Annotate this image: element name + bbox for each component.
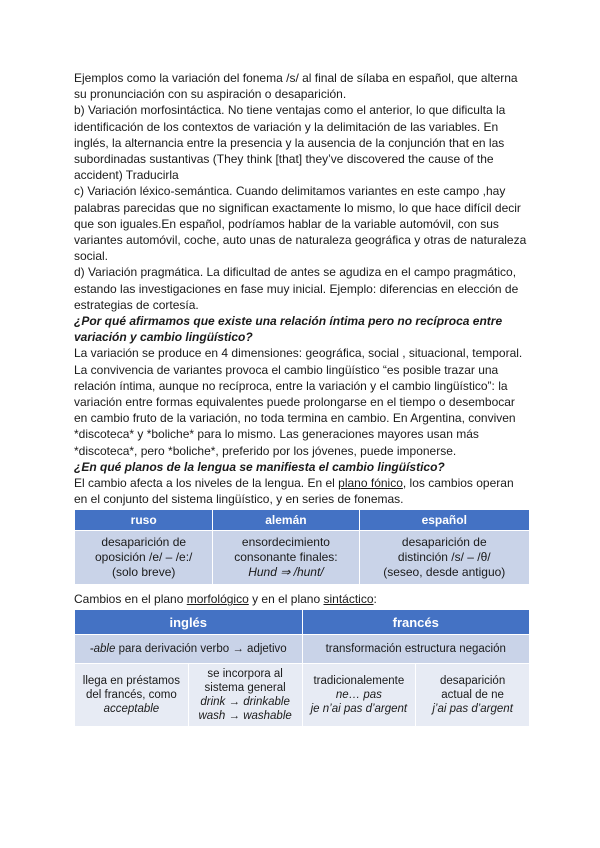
caption-before: Cambios en el plano: [74, 592, 187, 607]
table2-cell-current: [416, 664, 530, 727]
morph-synt-changes-table: [74, 609, 530, 727]
cell-line: (solo breve): [112, 565, 176, 580]
cell-line: desaparición de: [401, 535, 487, 550]
cell-line: actual de ne: [441, 689, 504, 702]
table1-header-ruso: ruso: [75, 510, 213, 531]
cell-line: ne… pas: [335, 689, 382, 702]
table2-cell-able: [75, 635, 303, 664]
question-variation-change: ¿Por qué afirmamos que existe una relación íntima pero no recíproca entre variación y cambio lingüístico?: [74, 314, 503, 345]
table2-row-1: [75, 635, 530, 664]
cell-line: distinción /s/ – /θ/: [397, 550, 491, 565]
document-page: [74, 70, 530, 727]
able-suffix: -able: [89, 643, 116, 656]
paragraph-lexical-semantic: c) Variación léxico-semántica. Cuando delimitamos variantes en este campo ,hay palabras parecidas que no significan exactamente lo mismo, lo que hace difícil decir que son iguales.En español, podríamos hablar de la variable automóvil, con sus variantes automóvil, coche, auto unas de naturaleza geográfica y otras de naturaleza social.: [74, 184, 527, 264]
table2-header-row: [75, 610, 530, 635]
paragraph-morphosyntactic: b) Variación morfosintáctica. No tiene ventajas como el anterior, lo que dificulta la identificación de los contextos de variación y la delimitación de las variables. En inglés, la alternancia entre la presencia y la ausencia de la conjunción that en las subordinadas sustantivas (They think [that] they’ve discovered the cause of the accident) Traducirla: [74, 103, 506, 183]
cell-line: j’ai pas d’argent: [432, 703, 513, 716]
answer-language-planes: [74, 475, 530, 507]
plano-fonico-link: plano fónico: [338, 476, 403, 491]
caption-middle: y en el plano: [248, 592, 324, 607]
cell-line: desaparición de: [101, 535, 187, 550]
table2-cell-negation: transformación estructura negación: [302, 635, 530, 664]
question-language-planes: ¿En qué planos de la lengua se manifiesta el cambio lingüístico?: [74, 459, 445, 474]
answer2-after: , los cambios operan en el conjunto del sistema lingüístico, y en series de fonemas.: [74, 476, 514, 507]
table1-cell-aleman: [213, 531, 359, 585]
cell-line: tradicionalemente: [313, 675, 405, 688]
cell-line: ensordecimiento: [241, 535, 330, 550]
paragraph-phonetic-example: Ejemplos como la variación del fonema /s/ al final de sílaba en español, que alterna su pronunciación con su aspiración o desaparición.: [74, 71, 518, 102]
sintactico-link: sintáctico: [323, 592, 374, 607]
table2-cell-traditional: [302, 664, 416, 727]
cell-line: drink → drinkable: [200, 696, 290, 709]
cell-line: wash → washable: [198, 710, 292, 723]
answer-variation-change: La variación se produce en 4 dimensiones: geográfica, social , situacional, temporal. La convivencia de variantes provoca el cambio lingüístico “es posible trazar una relación íntima, aunque no recíproca, entre la variación y el cambio lingüístico”: la variación entre formas equivalentes puede prolongarse en el tiempo o desembocar en cambio fruto de la variación, no toda termina en cambio. En Argentina, conviven *discoteca* y *boliche* para lo mismo. Las generaciones mayores usan más *discoteca*, pero *boliche*, preferido por los jóvenes, puede imponerse.: [74, 346, 523, 458]
able-description: para derivación verbo → adjetivo: [115, 643, 287, 656]
morfologico-link: morfológico: [186, 592, 249, 607]
answer2-before: El cambio afecta a los niveles de la lengua. En el: [74, 476, 339, 491]
cell-line: (seseo, desde antiguo): [383, 565, 506, 580]
cell-line: desaparición: [440, 675, 506, 688]
table1-header-espanol: español: [359, 510, 529, 531]
table2-row-2: [75, 664, 530, 727]
phonetic-changes-table: [74, 509, 530, 585]
table2-header-ingles: inglés: [75, 610, 303, 635]
cell-line: sistema general: [204, 682, 286, 695]
cell-line: del francés, como: [85, 689, 177, 702]
table2-cell-loan: [75, 664, 189, 727]
cell-line: acceptable: [103, 703, 160, 716]
cell-line: se incorpora al: [207, 668, 283, 681]
cell-line: Hund ⇒ /hunt/: [248, 565, 324, 580]
table1-row: [75, 531, 530, 585]
table2-cell-general-system: [188, 664, 302, 727]
paragraph-pragmatic: d) Variación pragmática. La dificultad de antes se agudiza en el campo pragmático, estando las investigaciones en fase muy inicial. Ejemplo: diferencias en elección de estrategias de cortesía.: [74, 265, 519, 312]
cell-line: oposición /e/ – /e:/: [94, 550, 193, 565]
table2-header-frances: francés: [302, 610, 530, 635]
cell-line: llega en préstamos: [82, 675, 180, 688]
cell-line: consonante finales:: [234, 550, 338, 565]
table1-cell-espanol: [359, 531, 529, 585]
cell-line: je n’ai pas d’argent: [310, 703, 408, 716]
table1-header-aleman: alemán: [213, 510, 359, 531]
caption-after: :: [373, 592, 377, 607]
caption-morph-synt: [74, 591, 530, 607]
table1-cell-ruso: [75, 531, 213, 585]
table1-header-row: [75, 510, 530, 531]
